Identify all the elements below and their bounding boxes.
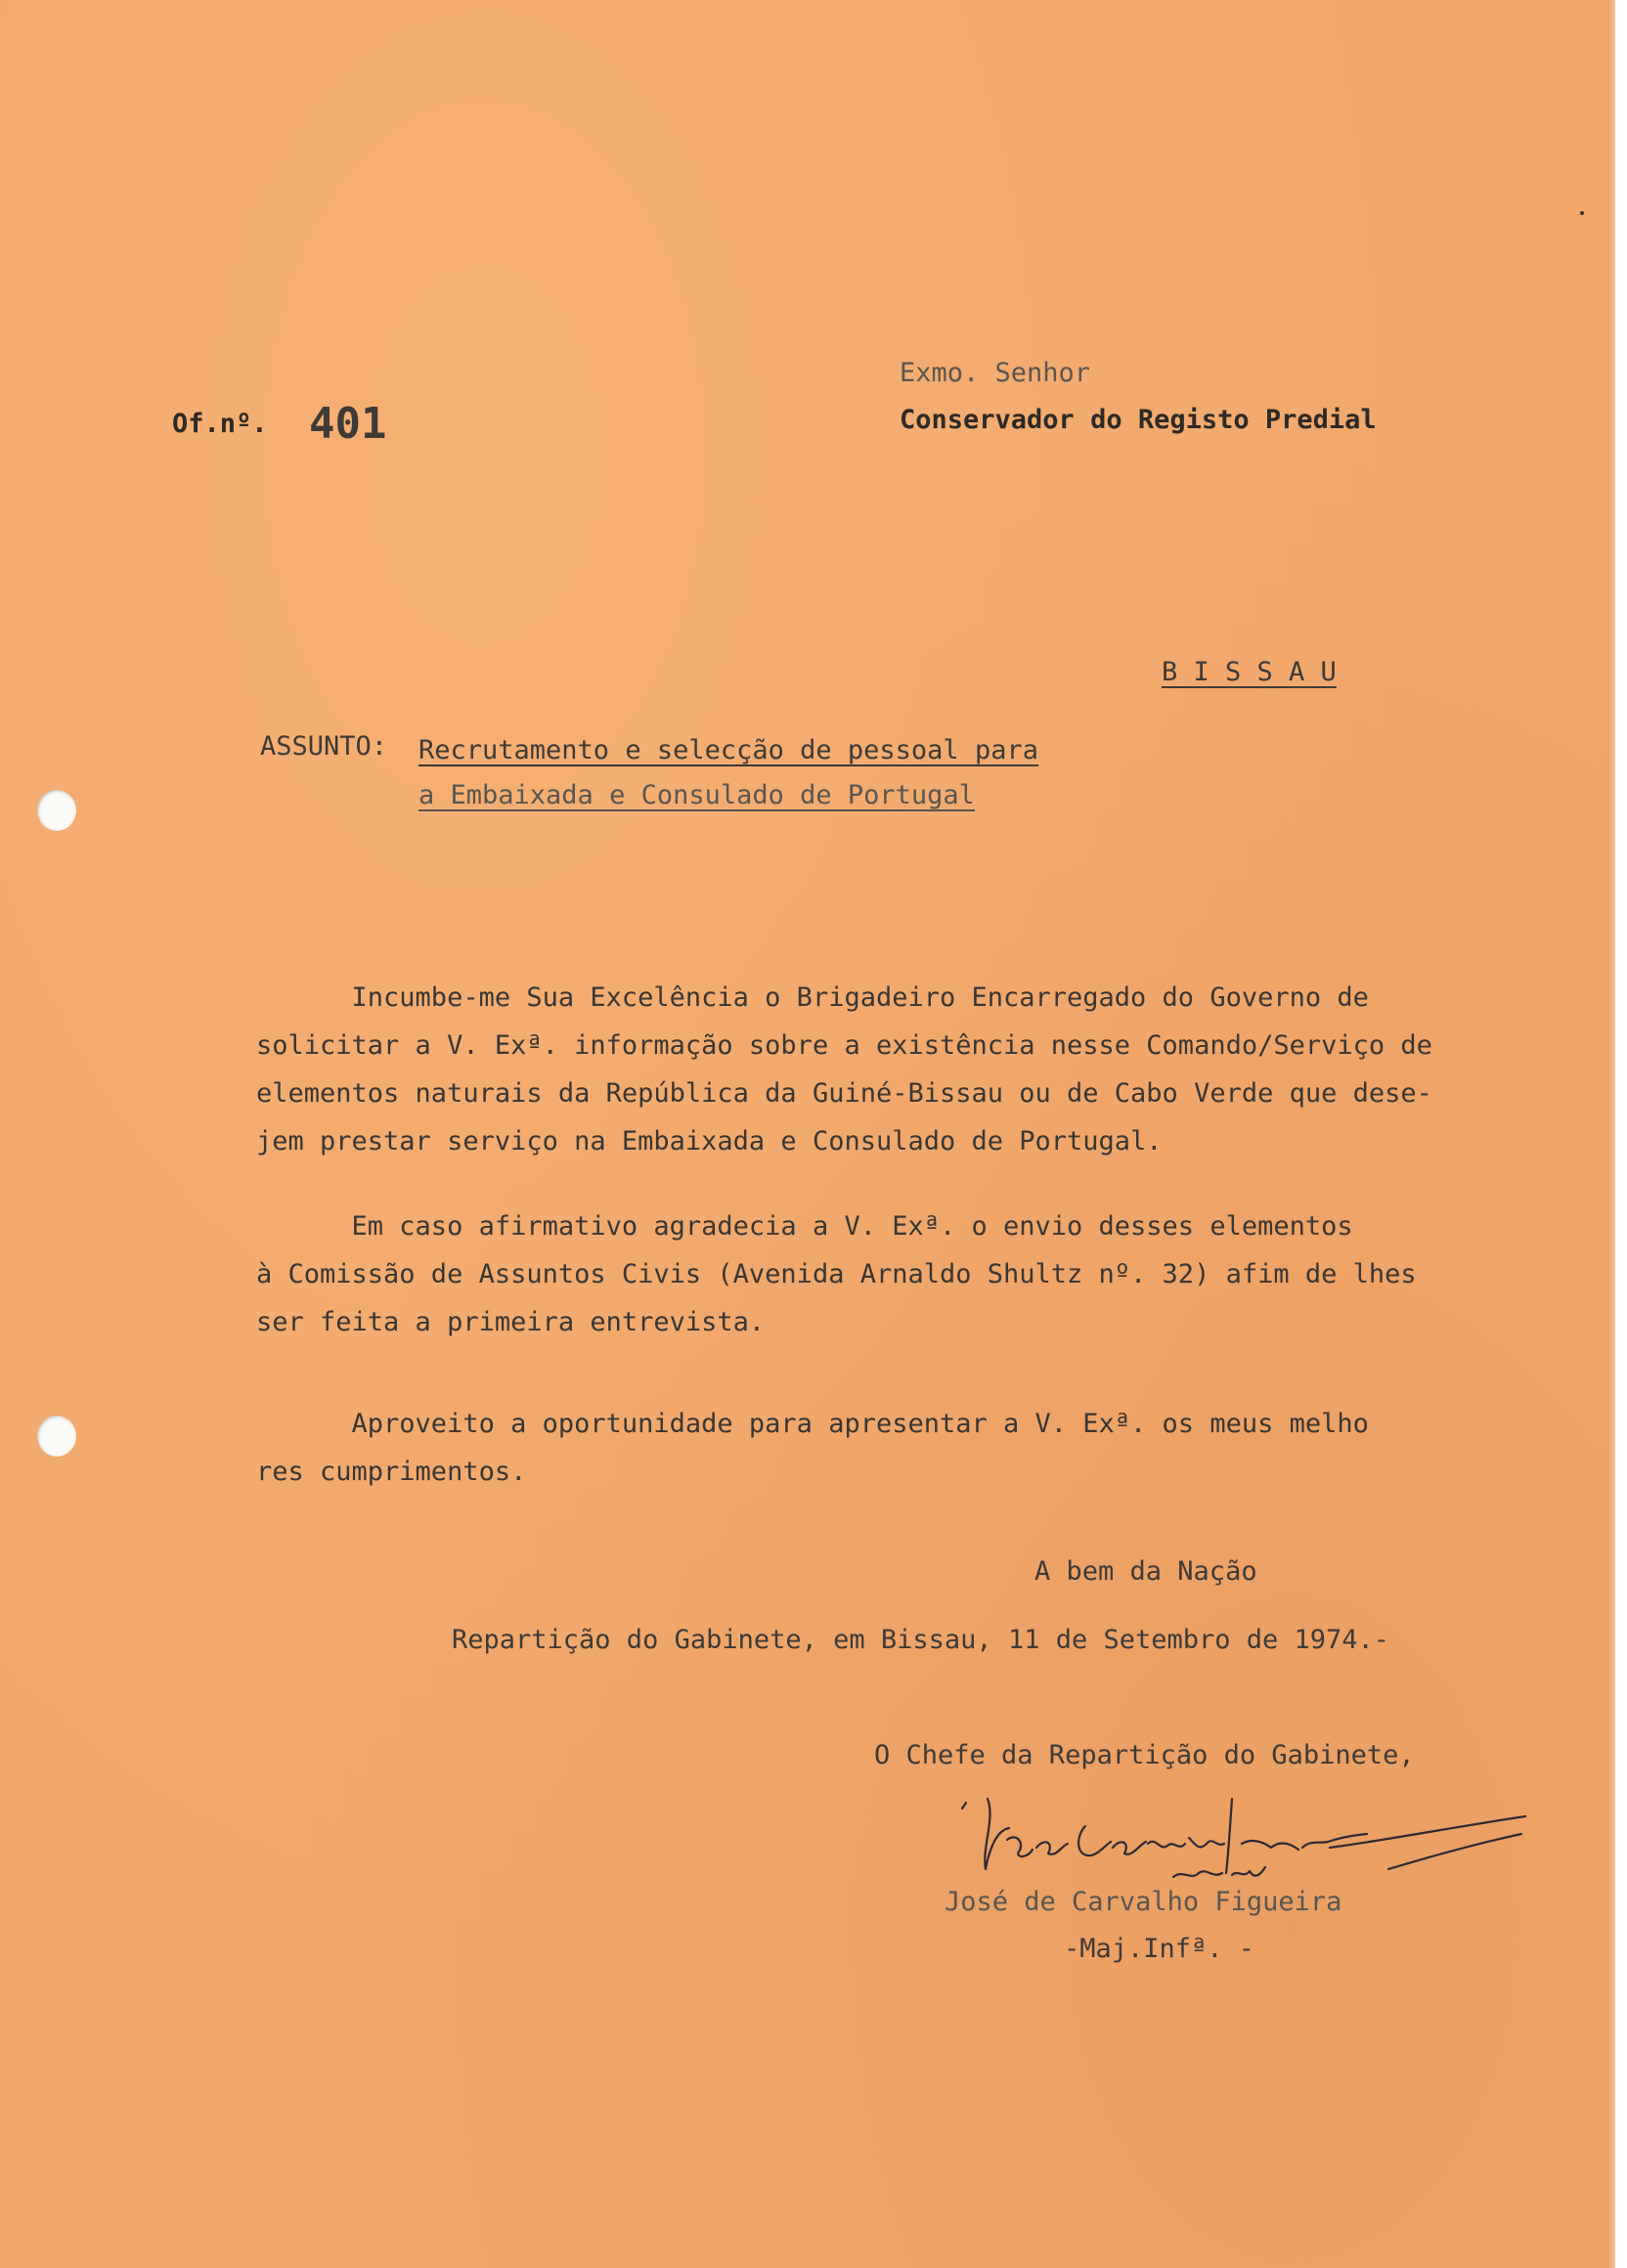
paragraph-line: solicitar a V. Exª. informação sobre a existência nesse Comando/Serviço de — [256, 1030, 1432, 1061]
paragraph-line: à Comissão de Assuntos Civis (Avenida Arnaldo Shultz nº. 32) afim de lhes — [256, 1259, 1417, 1289]
subject-line-2: a Embaixada e Consulado de Portugal — [418, 780, 975, 810]
closing: A bem da Nação — [1034, 1556, 1257, 1587]
paragraph-line: ser feita a primeira entrevista. — [256, 1307, 766, 1337]
subject-line-1: Recrutamento e selecção de pessoal para — [418, 735, 1038, 765]
paper-edge — [1607, 0, 1615, 2268]
paragraph-greetings — [256, 1400, 1586, 1496]
paragraph-line: res cumprimentos. — [256, 1457, 527, 1487]
salutation: Exmo. Senhor — [900, 358, 1091, 388]
punch-hole-bottom — [37, 1416, 76, 1457]
ink-speck — [1580, 211, 1584, 215]
signer-title: O Chefe da Repartição do Gabinete, — [874, 1740, 1415, 1770]
addressee: Conservador do Registo Predial — [900, 405, 1377, 435]
paragraph-line: Incumbe-me Sua Excelência o Brigadeiro Encarregado do Governo de — [256, 982, 1369, 1013]
signer-name: José de Carvalho Figueira — [945, 1887, 1342, 1917]
paragraph-line: Em caso afirmativo agradecia a V. Exª. o envio desses elementos — [256, 1211, 1353, 1242]
subject-label: ASSUNTO: — [260, 731, 388, 762]
city: B I S S A U — [1162, 657, 1337, 687]
paragraph-affirmative — [256, 1202, 1586, 1346]
paragraph-line: elementos naturais da República da Guiné-Bissau ou de Cabo Verde que dese- — [256, 1078, 1432, 1109]
punch-hole-top — [37, 790, 76, 831]
paragraph-line: Aproveito a oportunidade para apresentar a V. Exª. os meus melho — [256, 1409, 1369, 1439]
paragraph-request — [256, 974, 1586, 1165]
paragraph-line: jem prestar serviço na Embaixada e Consulado de Portugal. — [256, 1126, 1163, 1156]
handwritten-signature — [939, 1779, 1545, 1897]
signer-rank: -Maj.Infª. - — [1064, 1934, 1255, 1964]
reference-number: 401 — [309, 399, 387, 449]
place-date: Repartição do Gabinete, em Bissau, 11 de Setembro de 1974.- — [452, 1625, 1390, 1655]
reference-label: Of.nº. — [172, 409, 268, 439]
